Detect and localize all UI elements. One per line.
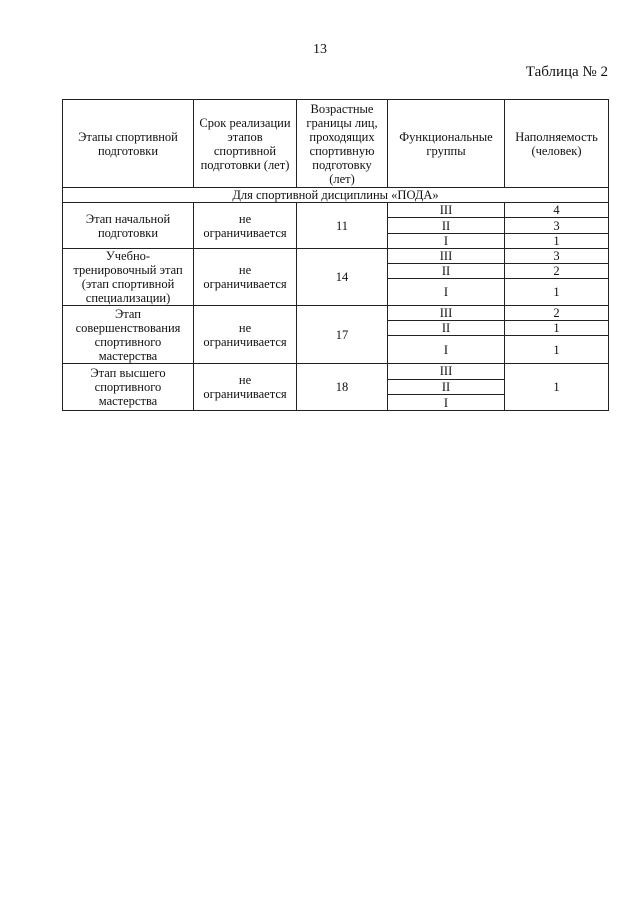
group-cell: I: [388, 234, 505, 249]
sports-training-table: [62, 99, 609, 411]
age-cell: 18: [297, 364, 388, 411]
fill-cell: 4: [505, 203, 609, 218]
page-number: 13: [313, 42, 327, 57]
stage-cell: Учебно-тренировочный этап (этап спортивной специализации): [63, 249, 194, 306]
group-cell: III: [388, 249, 505, 264]
fill-cell: 1: [505, 234, 609, 249]
group-cell: I: [388, 395, 505, 411]
section-row: [63, 188, 609, 203]
group-cell: III: [388, 306, 505, 321]
fill-cell: 3: [505, 249, 609, 264]
age-cell: 17: [297, 306, 388, 364]
table-row: [63, 364, 609, 380]
group-cell: I: [388, 279, 505, 306]
fill-cell: 2: [505, 264, 609, 279]
group-cell: III: [388, 203, 505, 218]
fill-cell: 1: [505, 364, 609, 411]
stage-cell: Этап начальной подготовки: [63, 203, 194, 249]
section-title: Для спортивной дисциплины «ПОДА»: [63, 188, 609, 203]
group-cell: III: [388, 364, 505, 380]
group-cell: II: [388, 218, 505, 234]
age-cell: 11: [297, 203, 388, 249]
table-header-row: [63, 100, 609, 188]
stage-cell: Этап высшего спортивного мастерства: [63, 364, 194, 411]
group-cell: II: [388, 321, 505, 336]
group-cell: I: [388, 336, 505, 364]
group-cell: II: [388, 379, 505, 395]
duration-cell: не ограничивается: [194, 364, 297, 411]
fill-cell: 1: [505, 336, 609, 364]
fill-cell: 1: [505, 321, 609, 336]
table-row: [63, 203, 609, 218]
table-row: [63, 306, 609, 321]
fill-cell: 3: [505, 218, 609, 234]
table-row: [63, 249, 609, 264]
header-duration: Срок реализации этапов спортивной подготовки (лет): [194, 100, 297, 188]
fill-cell: 1: [505, 279, 609, 306]
duration-cell: не ограничивается: [194, 249, 297, 306]
duration-cell: не ограничивается: [194, 203, 297, 249]
stage-cell: Этап совершенствования спортивного мастерства: [63, 306, 194, 364]
header-groups: Функциональные группы: [388, 100, 505, 188]
header-stage: Этапы спортивной подготовки: [63, 100, 194, 188]
duration-cell: не ограничивается: [194, 306, 297, 364]
header-fill: Наполняемость (человек): [505, 100, 609, 188]
header-age: Возрастные границы лиц, проходящих спортивную подготовку (лет): [297, 100, 388, 188]
group-cell: II: [388, 264, 505, 279]
table-caption: Таблица № 2: [525, 64, 608, 80]
age-cell: 14: [297, 249, 388, 306]
fill-cell: 2: [505, 306, 609, 321]
